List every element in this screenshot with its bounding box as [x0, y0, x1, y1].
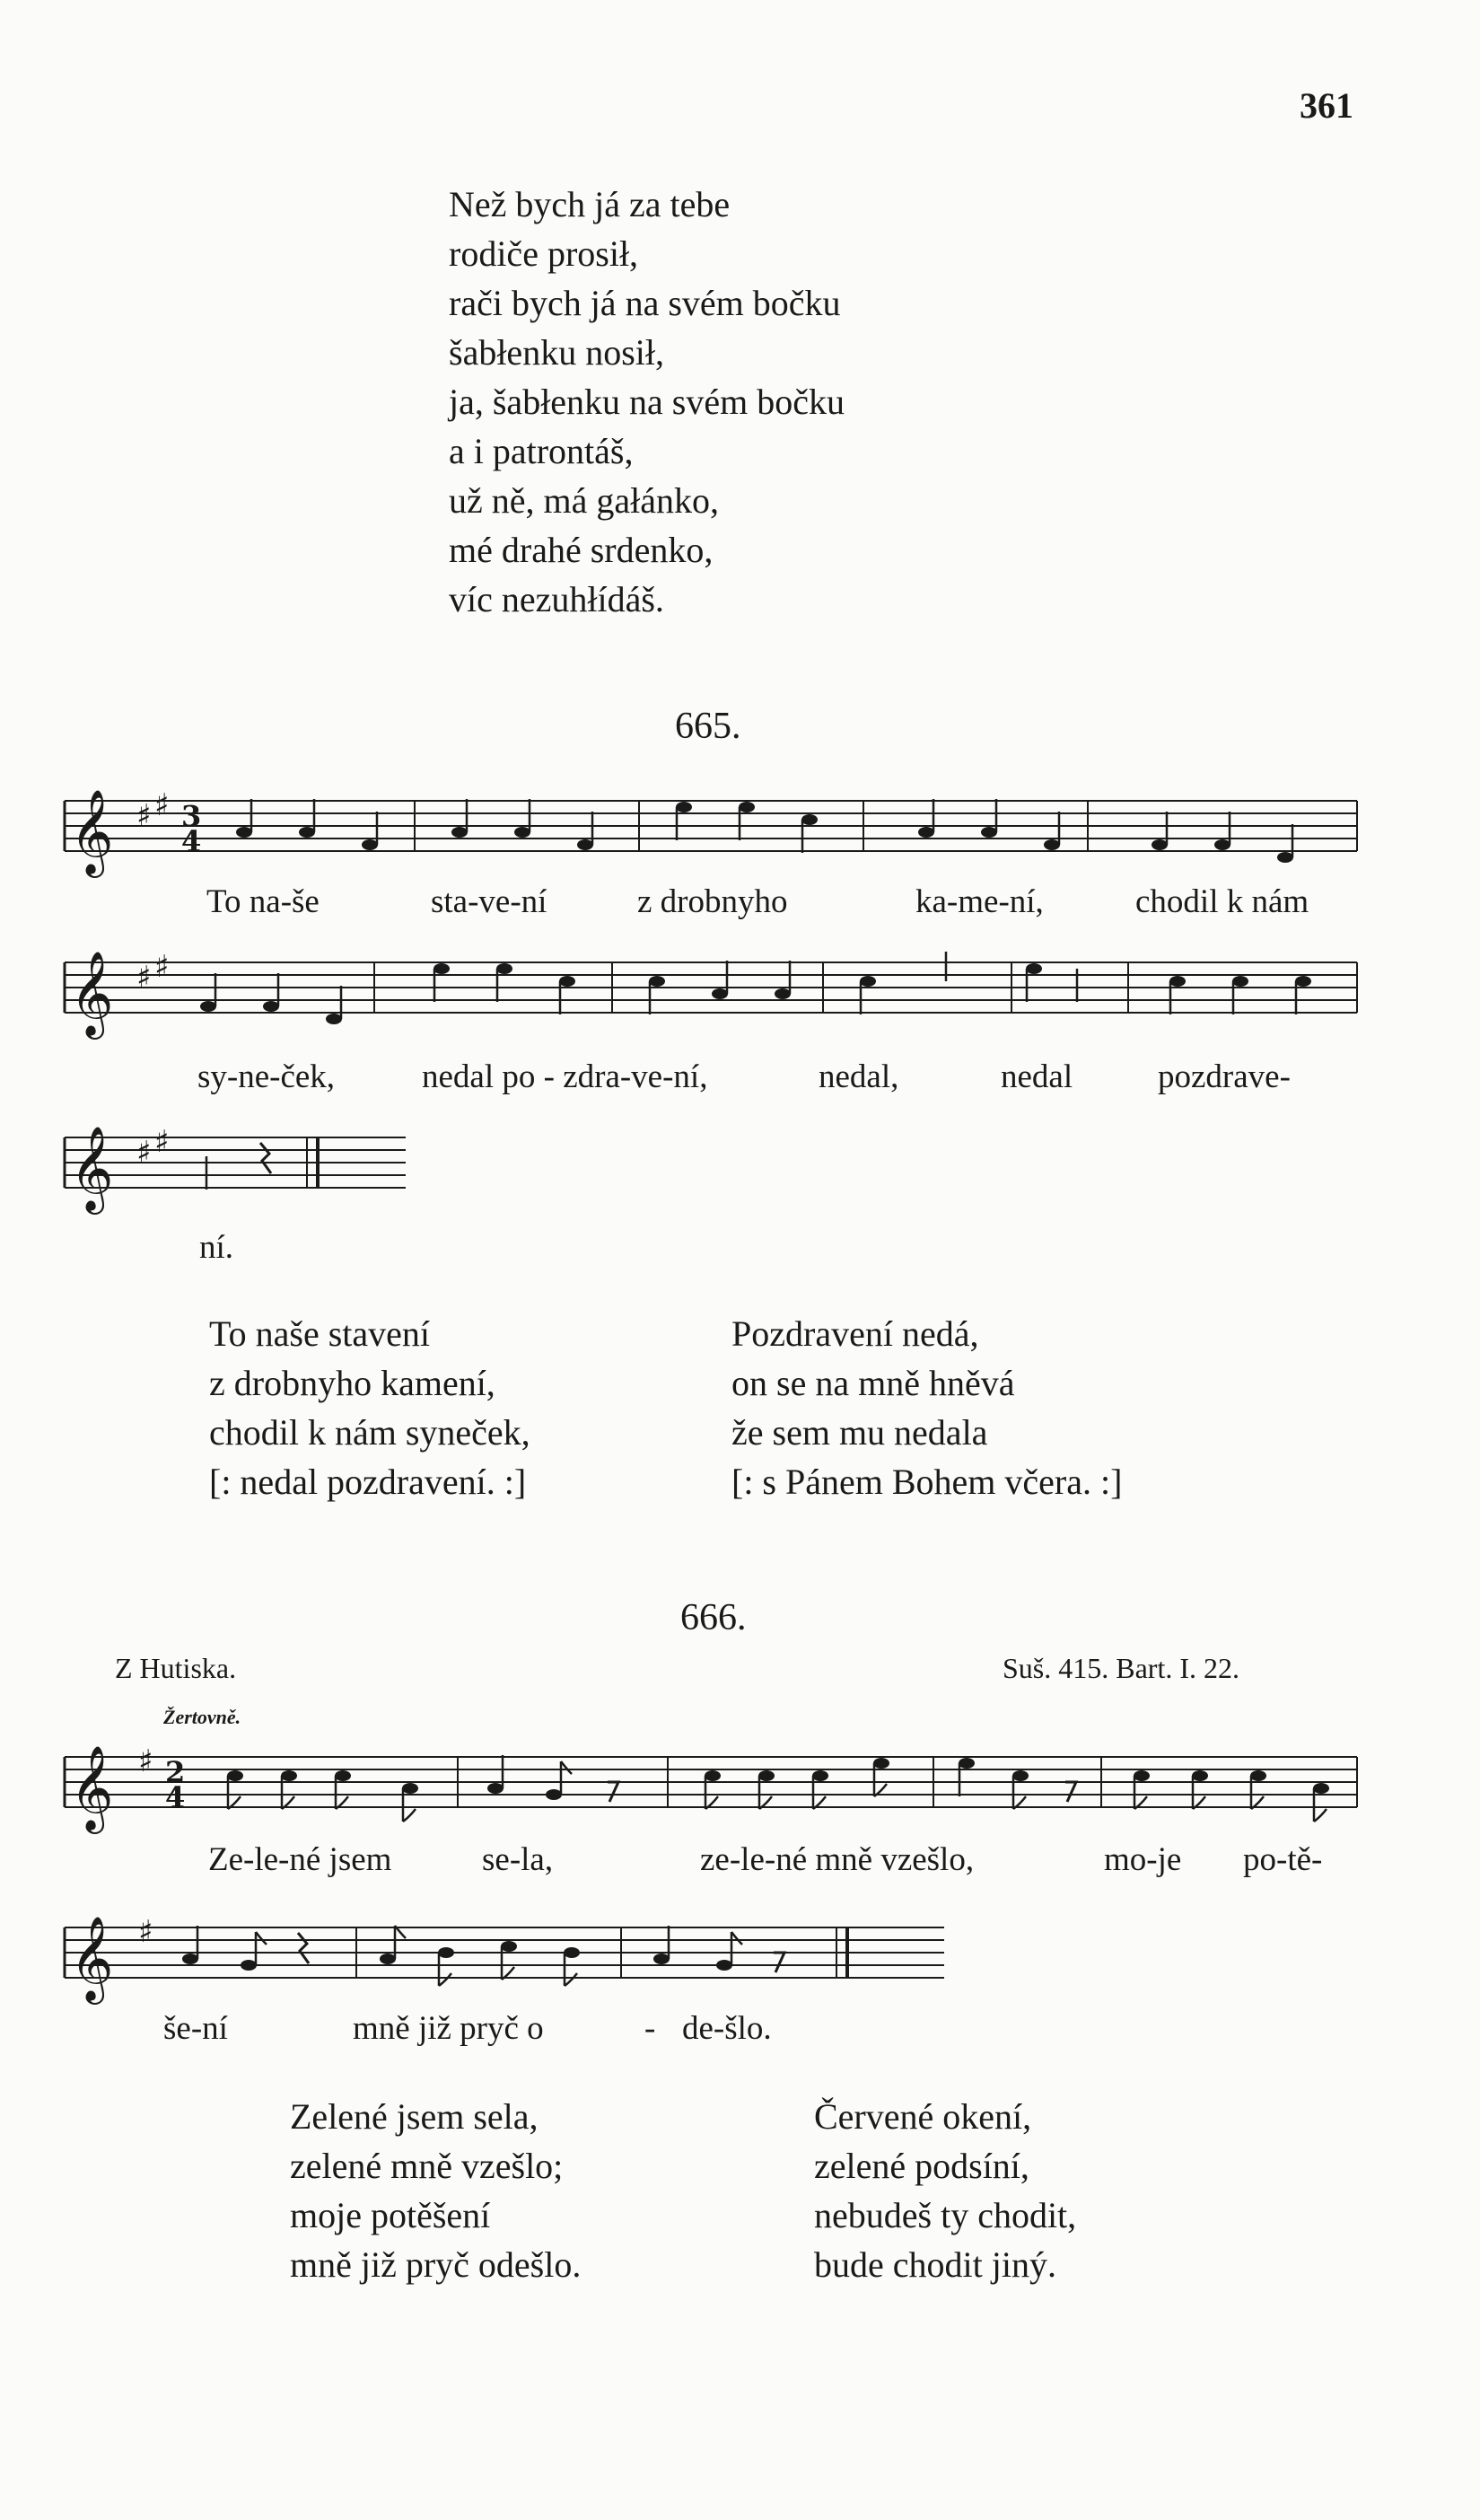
lyric-syllable: ní. — [199, 1229, 234, 1266]
lyric-syllable: pozdrave- — [1158, 1058, 1291, 1095]
verse-line: víc nezuhłídáš. — [449, 579, 664, 619]
treble-clef-icon: 𝄞 — [70, 951, 114, 1036]
verse-line: nebudeš ty chodit, — [814, 2195, 1077, 2235]
treble-clef-icon: 𝄞 — [70, 1745, 114, 1831]
verse-line: mně již pryč odešlo. — [290, 2244, 582, 2285]
lyric-syllable: nedal — [1001, 1058, 1073, 1095]
lyric-syllable: ze-le-né mně vzešlo, — [700, 1841, 975, 1878]
lyric-syllable: nedal po - zdra-ve-ní, — [422, 1058, 708, 1095]
sharp-icon: ♯ — [138, 1743, 153, 1779]
verse-line: ja, šabłenku na svém bočku — [449, 382, 845, 422]
verse-line: moje potěšení — [290, 2195, 491, 2235]
verse-line: zelené podsíní, — [814, 2146, 1029, 2186]
notes — [227, 1755, 1329, 1822]
time-signature-bottom: 4 — [181, 824, 202, 858]
music-staff-665-2 — [65, 949, 1357, 1050]
verse-line: zelené mně vzešlo; — [290, 2146, 564, 2186]
verse-665-left — [209, 1309, 530, 1506]
verse-line: a i patrontáš, — [449, 431, 634, 471]
verse-line: To naše stavení — [209, 1313, 431, 1354]
sharp-icon: ♯ — [154, 949, 170, 985]
music-staff-665-1 — [65, 787, 1357, 889]
verse-line: chodil k nám syneček, — [209, 1412, 530, 1453]
lyric-syllable: nedal, — [819, 1058, 899, 1095]
verse-line: [: nedal pozdravení. :] — [209, 1462, 527, 1502]
verse-line: už ně, má gałánko, — [449, 480, 719, 521]
song-number-666: 666. — [680, 1597, 747, 1638]
lyric-syllable: To na-še — [206, 883, 320, 920]
time-signature-top: 3 — [181, 799, 202, 833]
verse-line: Pozdravení nedá, — [731, 1313, 979, 1354]
time-signature-top: 2 — [165, 1755, 186, 1789]
verse-line: rači bych já na svém bočku — [449, 283, 841, 323]
lyric-syllable: Ze-le-né jsem — [208, 1841, 392, 1878]
music-staff-666-1 — [65, 1743, 1357, 1845]
music-staff-666-2 — [65, 1914, 944, 2015]
lyric-syllable: po-tě- — [1243, 1841, 1323, 1878]
eighth-rest-icon — [1065, 1782, 1076, 1802]
lyric-syllable: chodil k nám — [1135, 883, 1309, 920]
verse-line: z drobnyho kamení, — [209, 1363, 495, 1403]
verse-line: Než bych já za tebe — [449, 184, 731, 224]
verse-line: [: s Pánem Bohem včera. :] — [731, 1462, 1123, 1502]
music-staff-665-3 — [65, 1124, 406, 1225]
verse-665-right — [731, 1309, 1122, 1506]
sharp-icon: ♯ — [154, 1124, 170, 1160]
song-number-665: 665. — [675, 706, 741, 747]
verse-line: mé drahé srdenko, — [449, 530, 714, 570]
verse-line: Červené okení, — [814, 2096, 1032, 2137]
eighth-rest-icon — [608, 1782, 618, 1802]
lyric-syllable: se-la, — [482, 1841, 554, 1878]
notes — [182, 1926, 784, 1986]
lyric-syllable: z drobnyho — [637, 883, 788, 920]
treble-clef-icon: 𝄞 — [70, 1916, 114, 2001]
treble-clef-icon: 𝄞 — [70, 1126, 114, 1211]
verse-line: Zelené jsem sela, — [290, 2096, 539, 2137]
lyric-syllable: mo-je — [1104, 1841, 1182, 1878]
lyric-syllable: sy-ne-ček, — [197, 1058, 336, 1095]
notes — [236, 799, 1293, 863]
page-number: 361 — [1300, 85, 1353, 126]
quarter-rest-icon — [298, 1933, 309, 1963]
verse-line: šabłenku nosił, — [449, 332, 664, 373]
verse-666-right — [814, 2092, 1076, 2289]
eighth-rest-icon — [774, 1953, 784, 1972]
intro-verse — [449, 180, 845, 624]
tempo-marking: Žertovně. — [163, 1706, 241, 1728]
verse-line: bude chodit jiný. — [814, 2244, 1056, 2285]
verse-line: on se na mně hněvá — [731, 1363, 1015, 1403]
lyric-syllable: ka-me-ní, — [915, 883, 1044, 920]
sharp-icon: ♯ — [136, 960, 152, 996]
verse-666-left — [290, 2092, 581, 2289]
sharp-icon: ♯ — [136, 1135, 152, 1171]
sharp-icon: ♯ — [136, 798, 152, 834]
verse-line: že sem mu nedala — [731, 1412, 988, 1453]
lyric-syllable: - — [644, 2010, 656, 2047]
sharp-icon: ♯ — [138, 1914, 153, 1950]
quarter-rest-icon — [260, 1143, 271, 1173]
song-origin: Z Hutiska. — [115, 1652, 237, 1684]
lyric-syllable: sta-ve-ní — [431, 883, 547, 920]
sharp-icon: ♯ — [154, 787, 170, 823]
lyric-syllable: mně již pryč o — [353, 2010, 544, 2047]
time-signature-bottom: 4 — [165, 1780, 186, 1814]
lyric-syllable: de-šlo. — [682, 2010, 772, 2047]
treble-clef-icon: 𝄞 — [70, 789, 114, 874]
verse-line: rodiče prosił, — [449, 233, 639, 274]
song-reference: Suš. 415. Bart. I. 22. — [1003, 1652, 1239, 1684]
lyric-syllable: še-ní — [163, 2010, 228, 2047]
